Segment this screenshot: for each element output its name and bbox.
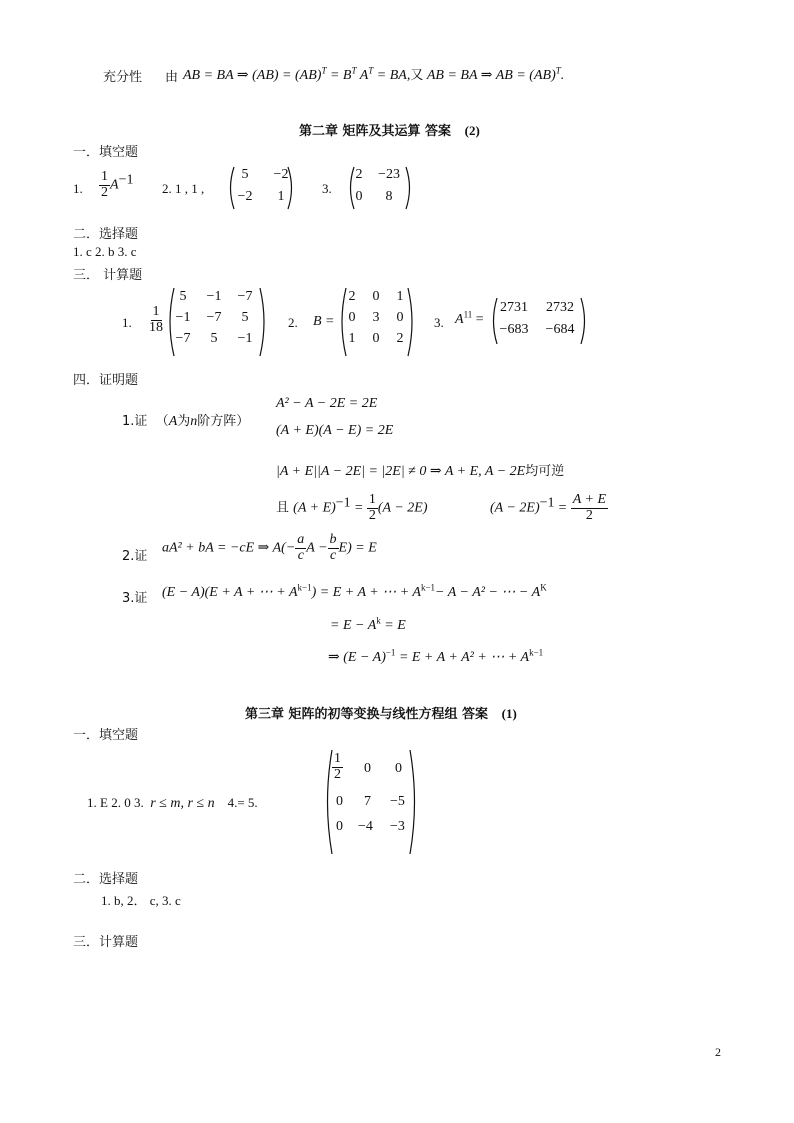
proof-1-line-4: 且 $(A + E)^{-1}$ = $\frac{1}{2}$ (A − 2E) — [276, 492, 428, 523]
matrix-m4 — [345, 289, 407, 347]
matrix-cell: 7 — [364, 794, 371, 809]
fraction-half: $\frac{1}{2}$ — [101, 169, 108, 200]
matrix-cell: 0 — [395, 761, 402, 776]
matrix-cell: 8 — [385, 189, 393, 204]
choice-answers: 1. c 2. b 3. c — [73, 244, 137, 259]
choice-heading: 二．选择题 — [73, 227, 139, 242]
matrix-cell: 0 — [348, 310, 356, 325]
matrix-cell: 2732 — [546, 300, 574, 315]
matrix-cell: 0 — [364, 761, 371, 776]
proof-3-line-3: ⇒ $(E - A)^{-1} = E + A + A^2$ + ⋯ + $A^{k-1}$ — [328, 647, 544, 665]
again-label: 又 — [410, 68, 424, 83]
matrix-cell: 1 — [277, 189, 285, 204]
matrix-cell: 0 — [372, 331, 380, 346]
matrix-cell: 5 — [241, 167, 249, 182]
matrix-cell: 0 — [372, 289, 380, 304]
matrix-cell: 5 — [210, 331, 218, 346]
fill-blank-heading: 一．填空题 — [73, 145, 139, 160]
period: . — [560, 68, 565, 83]
calc-1-factor — [147, 305, 165, 335]
proof-1-line-2: (A + E)(A − E) = 2E — [276, 423, 394, 438]
matrix-cell: −23 — [378, 167, 400, 182]
matrix-cell: −684 — [545, 322, 575, 337]
matrix-cell: −1 — [206, 289, 222, 304]
matrix-cell: 2 — [348, 289, 356, 304]
calc-3-number: 3. — [434, 315, 444, 330]
eq-part-2: = B — [329, 68, 352, 83]
chapter2-part-number: (2) — [464, 123, 480, 138]
matrix-m6 — [332, 752, 412, 852]
eq-part-1: AB = BA ⇒ (AB) = (AB) — [183, 68, 322, 83]
matrix-cell: 0 — [336, 794, 343, 809]
chapter2-title-text: 第二章 矩阵及其运算 答案 — [299, 124, 452, 139]
matrix-m1 — [234, 167, 292, 205]
calc-heading: 三． 计算题 — [73, 268, 143, 283]
chapter3-part-number: (1) — [501, 706, 517, 721]
proof-2-equation: aA² + bA = −cE ⇒ A(− $\frac{a}{c}$ A − $\frac{b}{c}$ E) = E — [162, 532, 377, 563]
matrix-cell-half: $\frac{1}{2}$ — [334, 751, 341, 782]
transpose-sup: T — [555, 65, 561, 76]
a11-label: $A^{11}$ = — [455, 309, 484, 327]
matrix-cell: −7 — [206, 310, 222, 325]
inverse-exponent: −1 — [118, 172, 134, 188]
proof-1-label: 1.证 （A为n阶方阵） — [122, 414, 250, 429]
matrix-cell: −7 — [175, 331, 191, 346]
matrix-m2 — [352, 167, 404, 205]
matrix-b-label: B = — [313, 314, 335, 329]
matrix-cell: 2731 — [500, 300, 528, 315]
calc-2-number: 2. — [288, 315, 298, 330]
transpose-sup: T — [321, 65, 327, 76]
proof-1-line-4-right: $(A - 2E)^{-1}$ = $\frac{A + E}{2}$ — [490, 492, 607, 523]
chapter2-title — [299, 120, 480, 139]
proof-3-line-2: = $E - A^k = E$ — [330, 615, 406, 633]
eq-part-5: AB = BA ⇒ AB = (AB) — [426, 68, 556, 83]
sufficiency-proof — [183, 64, 564, 84]
transpose-sup: T — [351, 65, 357, 76]
matrix-cell: 0 — [336, 819, 343, 834]
calc-1-number: 1. — [122, 315, 132, 330]
matrix-a: A — [110, 177, 119, 193]
matrix-cell: 1 — [396, 289, 404, 304]
matrix-cell: 3 — [372, 310, 380, 325]
matrix-cell: −4 — [358, 819, 373, 834]
fill-3-number: 3. — [322, 181, 332, 196]
fill-2-answer: 2. 1 , 1 , — [162, 181, 205, 196]
matrix-cell: −7 — [237, 289, 253, 304]
matrix-cell: −2 — [237, 189, 253, 204]
proof-1-line-1: A² − A − 2E = 2E — [276, 396, 378, 411]
fraction-one-eighteenth: $\frac{1}{18}$ — [149, 304, 163, 335]
matrix-cell: 0 — [396, 310, 404, 325]
proof-2-label: 2.证 — [122, 549, 148, 564]
fill-1-answer — [99, 170, 133, 200]
matrix-cell: −683 — [499, 322, 529, 337]
ch3-choice-answers: 1. b, 2． c, 3. c — [101, 893, 181, 908]
ch3-calc-heading: 三．计算题 — [73, 935, 139, 950]
proof-3-label: 3.证 — [122, 591, 148, 606]
matrix-cell: 5 — [179, 289, 187, 304]
chapter3-title-text: 第三章 矩阵的初等变换与线性方程组 答案 — [245, 707, 489, 722]
proof-3-line-1: (E − A)(E + A + ⋯ + $A^{k-1}) = E + A$ + ⋯ + $A^{k-1}- A - A^2$ − ⋯ − $A^K$ — [162, 582, 547, 600]
matrix-cell: −5 — [390, 794, 405, 809]
transpose-sup: T — [368, 65, 374, 76]
matrix-cell: 2 — [355, 167, 363, 182]
proof-1-line-3: |A + E||A − 2E| = |2E| ≠ 0 ⇒ A + E, A − 2E均可逆 — [276, 464, 565, 479]
matrix-m5 — [496, 300, 580, 338]
matrix-cell: 1 — [348, 331, 356, 346]
by-label: 由 — [165, 70, 179, 85]
matrix-cell: −1 — [175, 310, 191, 325]
sufficiency-label: 充分性 — [103, 70, 143, 85]
eq-part-3: A — [359, 68, 369, 83]
matrix-cell: −3 — [390, 819, 405, 834]
matrix-cell: −2 — [273, 167, 289, 182]
page-number: 2 — [715, 1045, 721, 1059]
ch3-choice-heading: 二．选择题 — [73, 872, 139, 887]
chapter3-title — [245, 703, 517, 722]
matrix-cell: 5 — [241, 310, 249, 325]
proof-heading: 四．证明题 — [73, 373, 139, 388]
ch3-fill-answers: 1. E 2. 0 3. r ≤ m, r ≤ n 4.= 5. — [87, 795, 258, 811]
fill-1-number: 1. — [73, 181, 83, 196]
eq-part-4: = BA, — [376, 68, 411, 83]
matrix-cell: 0 — [355, 189, 363, 204]
matrix-cell: 2 — [396, 331, 404, 346]
matrix-cell: −1 — [237, 331, 253, 346]
ch3-fill-blank-heading: 一．填空题 — [73, 728, 139, 743]
matrix-m3 — [172, 289, 256, 347]
